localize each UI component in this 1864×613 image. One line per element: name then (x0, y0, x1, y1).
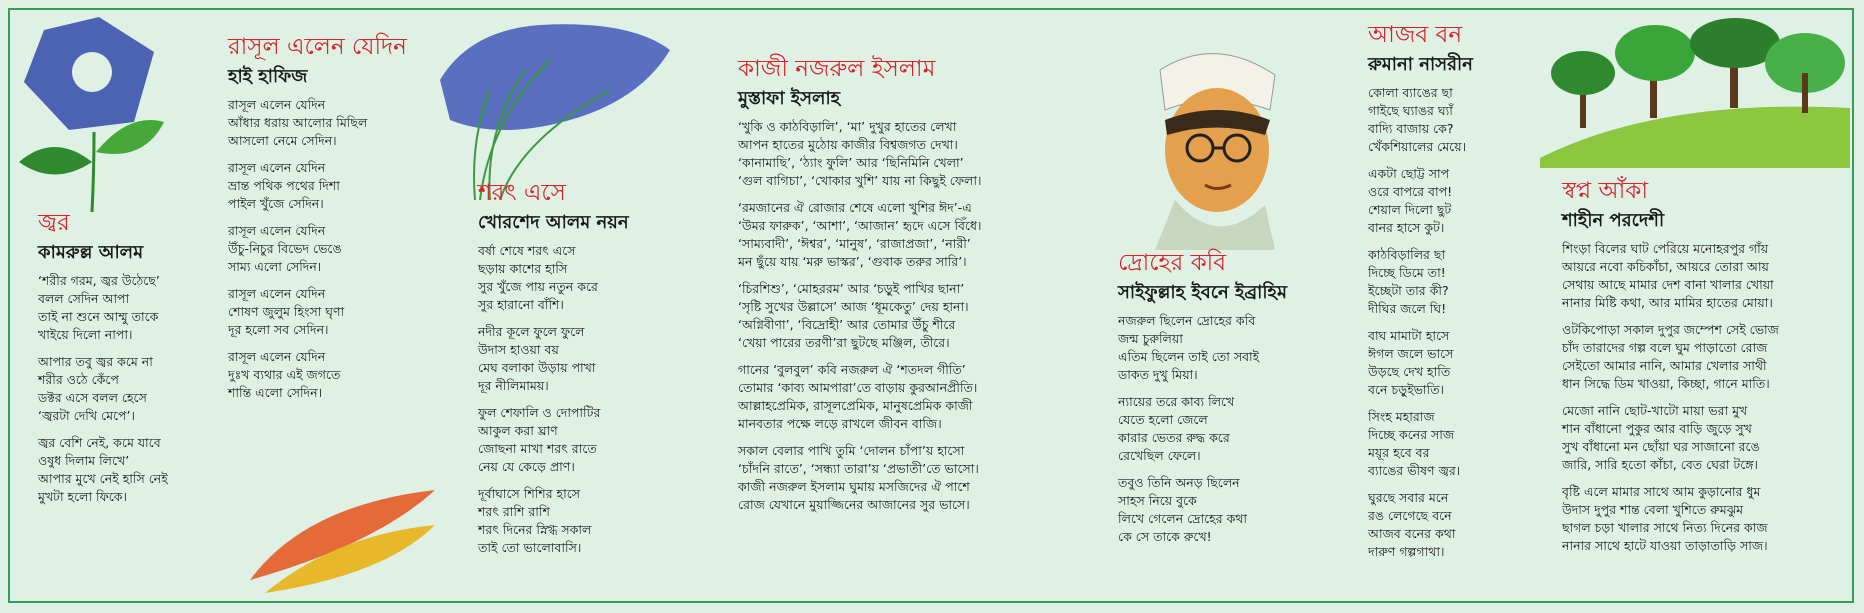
poem-line: সুর হারানো বাঁশি। (478, 297, 564, 313)
poem-line: ডাকত দুখু মিয়া। (1118, 367, 1198, 383)
poem-line: আপার মুখে নেই হাসি নেই (38, 471, 168, 487)
poem-line: শান বাঁধানো পুকুর আর বাড়ি জুড়ে সুখ (1562, 421, 1752, 437)
poem-line: উড়ছে দেখ হাতি (1368, 364, 1451, 380)
poem-line: বানর হাসে কুট। (1368, 220, 1445, 236)
poem-body (738, 118, 982, 514)
stanza (38, 272, 168, 344)
poem-line: ডক্টর এসে বলল হেসে (38, 390, 147, 406)
poem-line: দুঃখ ব্যথার এই জগতে (228, 367, 341, 383)
poem-line: মেজো নানি ছোট-খাটো মায়া ভরা মুখ (1562, 403, 1748, 419)
poem-line: ‘গুল বাগিচা’, ‘খোকার খুশি’ যায় না কিছুই ফেলা। (738, 173, 982, 189)
poem-line: বাদ্যি বাজায় কে? (1368, 121, 1454, 137)
poem-line: সিংহ মহারাজ (1368, 409, 1435, 425)
poem-droher-kobi (1118, 250, 1287, 546)
poem-line: রঙ লেগেছে বনে (1368, 508, 1452, 524)
poem-line: তবুও তিনি অনড় ছিলেন (1118, 475, 1240, 491)
poem-line: ঈগল জলে ভাসে (1368, 346, 1454, 362)
poem-line: দীঘির জলে ঘি! (1368, 301, 1447, 317)
poem-swapno-aka (1562, 178, 1779, 555)
poem-line: ‘উমর ফারুক’, ‘আশা’, ‘আজান’ হৃদে এসে বিঁধে। (738, 218, 982, 234)
poem-title: কাজী নজরুল ইসলাম (738, 56, 936, 82)
poem-line: রাসূল এলেন যেদিন (228, 160, 326, 176)
poem-author: শাহীন পরদেশী (1562, 209, 1665, 231)
poem-line: ইচ্ছেটা তার কী? (1368, 283, 1449, 299)
poem-body (1562, 240, 1779, 555)
stanza (1368, 489, 1473, 561)
poem-line: কাঠবিড়ালির ছা (1368, 247, 1446, 263)
poem-line: নেয় যে কেড়ে প্রাণ। (478, 459, 575, 475)
poem-line: বলল সেদিন আপা (38, 291, 130, 307)
poem-title: স্বপ্ন আঁকা (1562, 178, 1649, 204)
poem-line: সুখ বাঁধানো মন ছোঁয়া ঘর সাজানো রঙে (1562, 439, 1760, 455)
kash-flower-illustration (430, 20, 680, 200)
poet-portrait (1105, 40, 1305, 250)
poem-line: দারুণ গল্পগাথা। (1368, 544, 1445, 560)
poem-line: উদাস দুপুর শান্ত বেলা খুশিতে রুমঝুম (1562, 502, 1744, 518)
poem-line: নানার মিষ্টি কথা, আর মামির হাতের মোয়া। (1562, 295, 1773, 311)
poem-line: রাসূল এলেন যেদিন (228, 223, 326, 239)
stanza (1118, 474, 1287, 546)
stanza (1562, 402, 1779, 474)
stanza (478, 485, 629, 557)
stanza (1562, 240, 1779, 312)
poem-line: রেখেছিল ফেলে। (1118, 448, 1201, 464)
poem-line: নজরুল ছিলেন দ্রোহের কবি (1118, 313, 1256, 329)
poem-author: হাই হাফিজ (228, 65, 308, 87)
poem-title: দ্রোহের কবি (1118, 250, 1227, 276)
stanza (478, 404, 629, 476)
poem-line: ওরে বাপরে বাপ! (1368, 184, 1453, 200)
stanza (1368, 84, 1473, 156)
poem-line: রাসূল এলেন যেদিন (228, 286, 326, 302)
flower-illustration (14, 12, 174, 212)
poem-line: বনে চড়ুইভাতি। (1368, 382, 1444, 398)
poem-line: রোজ যেখানে মুয়াজ্জিনের আজানের সুর ভাসে। (738, 497, 970, 513)
poem-author: কামরুল্ল আলম (38, 241, 144, 263)
poem-line: ছড়ায় কাশের হাসি (478, 261, 568, 277)
poem-line: মেঘ বলাকা উড়ায় পাখা (478, 360, 596, 376)
poem-line: ময়ূর হবে বর (1368, 445, 1430, 461)
stanza (1368, 327, 1473, 399)
stanza (738, 361, 982, 433)
poem-line: যেতে হলো জেলে (1118, 412, 1208, 428)
poem-line: নদীর কূলে ফুলে ফুলে (478, 324, 585, 340)
poem-line: শোষণ জুলুম হিংসা ঘৃণা (228, 304, 345, 320)
poem-body (478, 242, 629, 557)
poem-line: ন্যায়ের তরে কাব্য লিখে (1118, 394, 1235, 410)
poem-line: ফুল শেফালি ও দোপাটির (478, 405, 601, 421)
poem-line: ছাগল চড়া খালার সাথে নিত্য দিনের কাজ (1562, 520, 1768, 536)
poem-jor (38, 210, 168, 506)
poem-line: উদাস হাওয়া বয় (478, 342, 559, 358)
stanza (228, 285, 407, 339)
landscape-illustration (1540, 18, 1850, 168)
poem-line: রাসূল এলেন যেদিন (228, 349, 326, 365)
stanza (1118, 312, 1287, 384)
poem-line: আল্লাহপ্রেমিক, রাসূলপ্রেমিক, মানুষপ্রেমিক কাজী (738, 398, 973, 414)
poem-line: ‘জ্বরটা দেখি মেপে’। (38, 408, 135, 424)
stanza (228, 159, 407, 213)
poem-line: আয়রে নবো কচিকাঁচা, আয়রে তোরা আয় (1562, 259, 1769, 275)
poem-line: খাইয়ে দিলো নাপা। (38, 327, 133, 343)
poem-line: সাম্য এলো সেদিন। (228, 259, 322, 275)
poem-line: ‘রমজানের ঐ রোজার শেষে এলো খুশির ঈদ’-এ (738, 200, 972, 216)
poem-line: আসলো নেমে সেদিন। (228, 133, 337, 149)
stanza (478, 242, 629, 314)
poem-line: ‘শরীর গরম, জ্বর উঠেছে’ (38, 273, 160, 289)
poem-line: সেথায় আছে মামার দেশ বানা খালার খোয়া (1562, 277, 1774, 293)
poem-line: ওটকিপোড়া সকাল দুপুর জম্পেশ সেই ভোজ (1562, 322, 1779, 338)
poem-title: জ্বর (38, 210, 70, 236)
poem-line: দিচ্ছে কনের সাজ (1368, 427, 1455, 443)
poem-line: ভ্রান্ত পথিক পথের দিশা (228, 178, 340, 194)
swoosh-illustration (245, 485, 440, 597)
poem-line: ‘খেয়া পারের তরণী’রা ছুটছে মঞ্জিল, তীরে। (738, 335, 950, 351)
poem-line: ধান সিদ্ধে ডিম খাওয়া, কিচ্ছা, গানে মাতি। (1562, 376, 1770, 392)
poem-line: দূর হলো সব সেদিন। (228, 322, 329, 338)
poem-line: কাজী নজরুল ইসলাম ঘুমায় মসজিদের ঐ পাশে (738, 479, 970, 495)
poem-rasul (228, 34, 407, 402)
stanza (1118, 393, 1287, 465)
poem-line: ঘুরছে সবার মনে (1368, 490, 1449, 506)
poem-line: একটা ছোট্ট সাপ (1368, 166, 1450, 182)
poem-title: আজব বন (1368, 22, 1463, 48)
stanza (1368, 165, 1473, 237)
poem-title: রাসূল এলেন যেদিন (228, 34, 407, 60)
poem-line: মুখটা হলো ফিকে। (38, 489, 128, 505)
poem-author: মুস্তাফা ইসলাহ (738, 87, 841, 109)
poem-line: গানের ‘বুলবুল’ কবি নজরুল ঐ ‘শতদল গীতি’ (738, 362, 966, 378)
poem-author: খোরশেদ আলম নয়ন (478, 211, 629, 233)
poem-nazrul (738, 56, 982, 514)
poem-sharat (478, 180, 629, 557)
poem-line: গাইছে ঘ্যাঙর ঘ্যাঁ (1368, 103, 1453, 119)
stanza (478, 323, 629, 395)
poem-line: তাই তো ভালোবাসি। (478, 540, 582, 556)
poem-line: সাহস নিয়ে বুকে (1118, 493, 1197, 509)
stanza (228, 222, 407, 276)
poem-body (1118, 312, 1287, 546)
poem-line: আজব বনের কথা (1368, 526, 1456, 542)
stanza (1562, 321, 1779, 393)
poem-line: দূর্বাঘাসে শিশির হাসে (478, 486, 581, 502)
poem-title: শরৎ এসে (478, 180, 566, 206)
poem-line: আপার তবু জ্বর কমে না (38, 354, 153, 370)
poem-line: কারার ভেতর রুদ্ধ করে (1118, 430, 1230, 446)
poem-line: শিংড়া বিলের ঘাট পেরিয়ে মনোহরপুর গাঁয় (1562, 241, 1769, 257)
poem-line: খেঁকশিয়ালের মেয়ে। (1368, 139, 1467, 155)
poem-line: বৃষ্টি এলে মামার সাথে আম কুড়ানোর ধুম (1562, 484, 1761, 500)
poem-line: ‘খুকি ও কাঠবিড়ালি’, ‘মা’ দুখুর হাতের লেখা (738, 119, 957, 135)
poem-line: কোলা ব্যাঙের ছা (1368, 85, 1453, 101)
poem-line: ব্যাঙের ভীষণ জ্বর। (1368, 463, 1461, 479)
poem-line: জন্ম চুরুলিয়া (1118, 331, 1183, 347)
poem-line: ‘অগ্নিবীণা’, ‘বিদ্রোহী’ আর তোমার উঁচু শীরে (738, 317, 956, 333)
poem-line: রাসূল এলেন যেদিন (228, 97, 326, 113)
poem-line: সুর খুঁজে পায় নতুন করে (478, 279, 598, 295)
poem-line: তোমার ‘কাব্য আমপারা’তে বাড়ায় কুরআনপ্রীতি। (738, 380, 978, 396)
poem-body (228, 96, 407, 402)
poem-line: আঁধার ধরায় আলোর মিছিল (228, 115, 368, 131)
poem-ajob-bon (1368, 22, 1473, 561)
poem-line: শরীর ওঠে কেঁপে (38, 372, 119, 388)
stanza (738, 118, 982, 190)
poem-line: আপন হাতের মুঠোয় কাজীর বিশ্বজগত দেখা। (738, 137, 958, 153)
stanza (738, 280, 982, 352)
poem-line: ‘কানামাছি’, ‘ঠ্যাং ফুলি’ আর ‘ছিনিমিনি খেলা’ (738, 155, 964, 171)
poem-line: এতিম ছিলেন তাই তো সবাই (1118, 349, 1260, 365)
poem-line: আকুল করা ঘ্রাণ (478, 423, 558, 439)
stanza (1562, 483, 1779, 555)
poem-line: জোছনা মাখা শরৎ রাতে (478, 441, 597, 457)
stanza (1368, 408, 1473, 480)
poem-author: রুমানা নাসরীন (1368, 53, 1473, 75)
poem-line: সেইতো আমার নানি, আমার খেলার সাথী (1562, 358, 1767, 374)
poem-line: সকাল বেলার পাখি তুমি ‘দোলন চাঁপা’য় হাসো (738, 443, 965, 459)
poem-line: শেয়াল দিলো ছুট (1368, 202, 1452, 218)
poem-line: ওষুধ দিলাম লিখে’ (38, 453, 130, 469)
stanza (38, 434, 168, 506)
poem-line: দূর নীলিমাময়। (478, 378, 549, 394)
stanza (228, 96, 407, 150)
poem-line: বর্ষা শেষে শরৎ এসে (478, 243, 576, 259)
poem-body (1368, 84, 1473, 561)
poem-line: ‘চাঁদনি রাতে’, ‘সন্ধ্যা তারা’য় ‘প্রভাতী’তে ভাসো। (738, 461, 979, 477)
poem-line: উঁচু-নিচুর বিভেদ ভেঙে (228, 241, 342, 257)
stanza (738, 442, 982, 514)
stanza (1368, 246, 1473, 318)
stanza (228, 348, 407, 402)
poem-line: কে সে তাকে রুখে! (1118, 529, 1212, 545)
poem-line: ‘সৃষ্টি সুখের উল্লাসে’ আজ ‘ধূমকেতু’ দেয় হানা। (738, 299, 969, 315)
poem-body (38, 272, 168, 506)
poem-line: শরৎ রাশি রাশি (478, 504, 550, 520)
stanza (38, 353, 168, 425)
poem-line: শরৎ দিনের স্নিগ্ধ সকাল (478, 522, 592, 538)
poem-line: নানার সাথে হাটে যাওয়া তাড়াতাড়ি সাজ। (1562, 538, 1768, 554)
poem-line: ‘চিরশিশু’, ‘মোহররম’ আর ‘চড়ুই পাখির ছানা’ (738, 281, 965, 297)
poem-line: জ্বর বেশি নেই, কমে যাবে (38, 435, 161, 451)
poem-line: জারি, সারি হতো কাঁচা, বেত ঘেরা টঙ্গে। (1562, 457, 1759, 473)
poem-line: মন ছুঁয়ে যায় ‘মরু ভাস্কর’, ‘গুবাক তরুর সারি’। (738, 254, 967, 270)
poem-line: মানবতার পক্ষে লড়ে রাখলে জীবন বাজি। (738, 416, 942, 432)
poem-line: তাই না শুনে আম্মু তাকে (38, 309, 159, 325)
poem-line: শান্তি এলো সেদিন। (228, 385, 323, 401)
poem-author: সাইফুল্লাহ ইবনে ইব্রাহিম (1118, 281, 1287, 303)
poem-line: লিখে গেলেন দ্রোহের কথা (1118, 511, 1248, 527)
poem-line: চাঁদ তারাদের গল্প বলে ঘুম পাড়াতো রোজ (1562, 340, 1768, 356)
poem-line: বাঘ মামাটা হাসে (1368, 328, 1450, 344)
poem-line: ‘সাম্যবাদী’, ‘ঈশ্বর’, ‘মানুষ’, ‘রাজাপ্রজা’, ‘নারী’ (738, 236, 971, 252)
poem-line: দিচ্ছে ডিমে তা! (1368, 265, 1446, 281)
stanza (738, 199, 982, 271)
poem-line: পাইল খুঁজে সেদিন। (228, 196, 324, 212)
